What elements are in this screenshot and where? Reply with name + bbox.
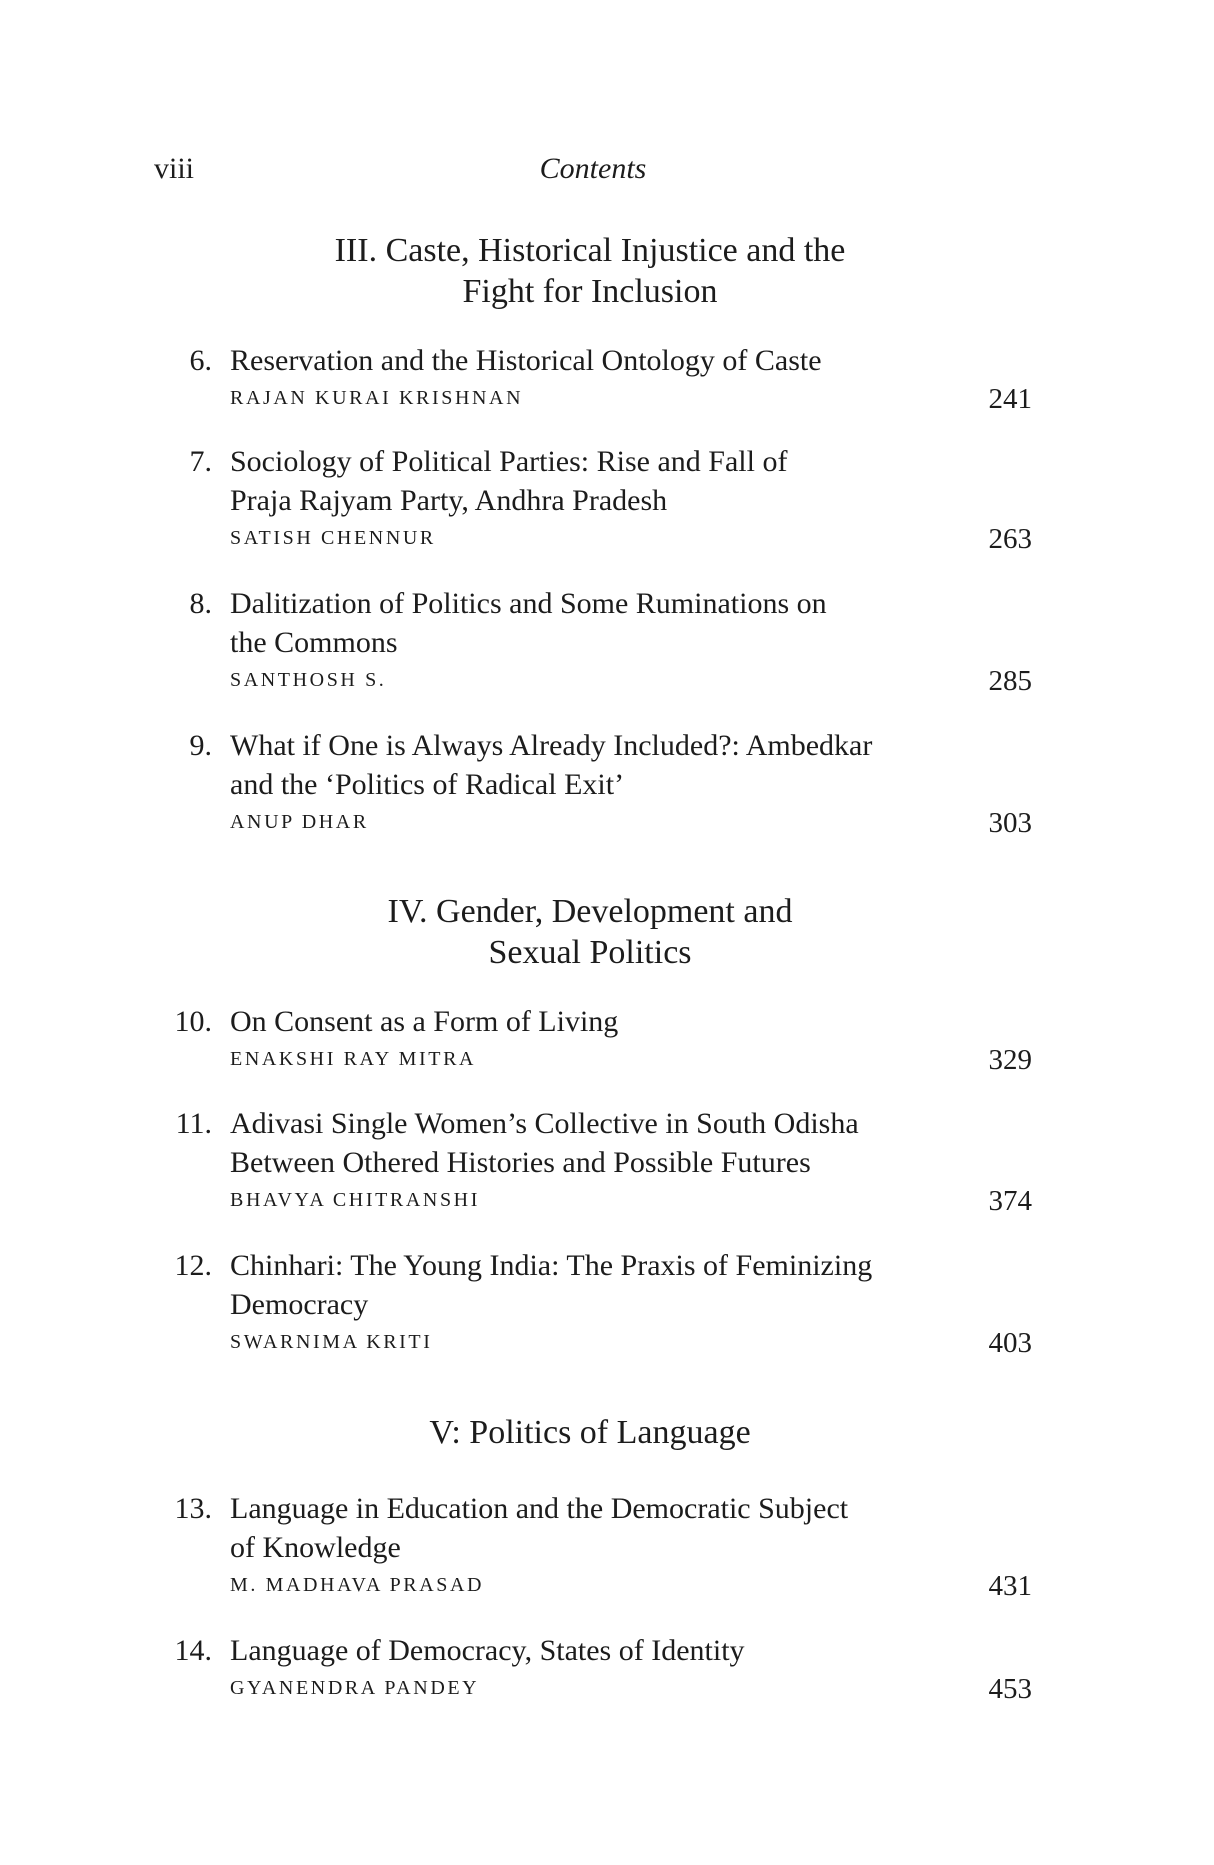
running-title: Contents <box>539 152 647 185</box>
chapter-number: 11. <box>175 1107 212 1140</box>
chapter-byline <box>230 1673 1032 1709</box>
section-title-line: Sexual Politics <box>488 934 692 971</box>
chapter-title-line: of Knowledge <box>230 1531 401 1564</box>
chapter-author: SATISH CHENNUR <box>230 527 436 549</box>
chapter-title-line: Language in Education and the Democratic Subject <box>230 1492 849 1525</box>
toc-entry[interactable] <box>154 1002 1032 1080</box>
chapter-author: SWARNIMA KRITI <box>230 1331 433 1353</box>
section-title-line: IV. Gender, Development and <box>387 893 793 930</box>
chapter-byline <box>230 383 1032 419</box>
page-number: viii <box>154 152 195 185</box>
chapter-title-line: Language of Democracy, States of Identity <box>230 1634 745 1667</box>
chapter-number: 12. <box>174 1249 212 1282</box>
chapter-byline <box>230 523 1032 559</box>
chapter-number: 13. <box>174 1492 212 1525</box>
chapter-number: 7. <box>189 445 212 478</box>
toc-entry[interactable] <box>154 584 1032 701</box>
chapter-title[interactable] <box>230 1489 990 1567</box>
chapter-title-line: Reservation and the Historical Ontology of Caste <box>230 344 822 377</box>
chapter-byline <box>230 1570 1032 1606</box>
chapter-page-number: 241 <box>988 383 1032 415</box>
chapter-title[interactable] <box>230 341 990 380</box>
chapter-number: 6. <box>189 344 212 377</box>
toc-entry[interactable] <box>154 1489 1032 1606</box>
toc-entry[interactable] <box>154 1631 1032 1709</box>
chapter-number: 8. <box>189 587 212 620</box>
toc-entry[interactable] <box>154 726 1032 843</box>
chapter-title-line: What if One is Always Already Included?: Ambedkar <box>230 729 873 762</box>
chapter-number: 14. <box>174 1634 212 1667</box>
chapter-author: RAJAN KURAI KRISHNAN <box>230 387 524 409</box>
chapter-title[interactable] <box>230 1246 990 1324</box>
chapter-page-number: 329 <box>988 1044 1032 1076</box>
chapter-page-number: 374 <box>988 1185 1032 1217</box>
chapter-page-number: 285 <box>988 665 1032 697</box>
chapter-title-line: the Commons <box>230 626 398 659</box>
chapter-byline <box>230 665 1032 701</box>
chapter-page-number: 453 <box>988 1673 1032 1705</box>
chapter-byline <box>230 1185 1032 1221</box>
chapter-title[interactable] <box>230 1631 990 1670</box>
toc-entry[interactable] <box>154 341 1032 419</box>
chapter-title-line: Democracy <box>230 1288 369 1321</box>
chapter-title-line: Between Othered Histories and Possible Futures <box>230 1146 811 1179</box>
chapter-byline <box>230 807 1032 843</box>
running-head <box>154 152 1032 192</box>
section-title-line: V: Politics of Language <box>429 1414 751 1451</box>
chapter-title-line: Sociology of Political Parties: Rise and Fall of <box>230 445 788 478</box>
chapter-title[interactable] <box>230 1104 990 1182</box>
chapter-title-line: Praja Rajyam Party, Andhra Pradesh <box>230 484 668 517</box>
section-title <box>230 891 950 973</box>
chapter-number: 10. <box>174 1005 212 1038</box>
chapter-page-number: 303 <box>988 807 1032 839</box>
chapter-title-line: Adivasi Single Women’s Collective in South Odisha <box>230 1107 859 1140</box>
section-title <box>230 230 950 312</box>
chapter-author: ENAKSHI RAY MITRA <box>230 1048 477 1070</box>
chapter-number: 9. <box>189 729 212 762</box>
chapter-title[interactable] <box>230 1002 990 1041</box>
chapter-title-line: Chinhari: The Young India: The Praxis of Feminizing <box>230 1249 873 1282</box>
chapter-author: SANTHOSH S. <box>230 669 387 691</box>
chapter-author: BHAVYA CHITRANSHI <box>230 1189 480 1211</box>
chapter-page-number: 403 <box>988 1327 1032 1359</box>
section-title <box>230 1412 950 1453</box>
chapter-byline <box>230 1327 1032 1363</box>
section-title-line: Fight for Inclusion <box>462 273 718 310</box>
chapter-author: GYANENDRA PANDEY <box>230 1677 480 1699</box>
chapter-title[interactable] <box>230 726 990 804</box>
chapter-author: ANUP DHAR <box>230 811 369 833</box>
chapter-byline <box>230 1044 1032 1080</box>
toc-entry[interactable] <box>154 1104 1032 1221</box>
chapter-title[interactable] <box>230 584 990 662</box>
section-title-line: III. Caste, Historical Injustice and the <box>334 232 846 269</box>
chapter-title[interactable] <box>230 442 990 520</box>
toc-entry[interactable] <box>154 1246 1032 1363</box>
chapter-title-line: On Consent as a Form of Living <box>230 1005 619 1038</box>
chapter-page-number: 263 <box>988 523 1032 555</box>
toc-entry[interactable] <box>154 442 1032 559</box>
chapter-page-number: 431 <box>988 1570 1032 1602</box>
chapter-title-line: Dalitization of Politics and Some Ruminations on <box>230 587 827 620</box>
chapter-title-line: and the ‘Politics of Radical Exit’ <box>230 768 625 801</box>
chapter-author: M. MADHAVA PRASAD <box>230 1574 485 1596</box>
